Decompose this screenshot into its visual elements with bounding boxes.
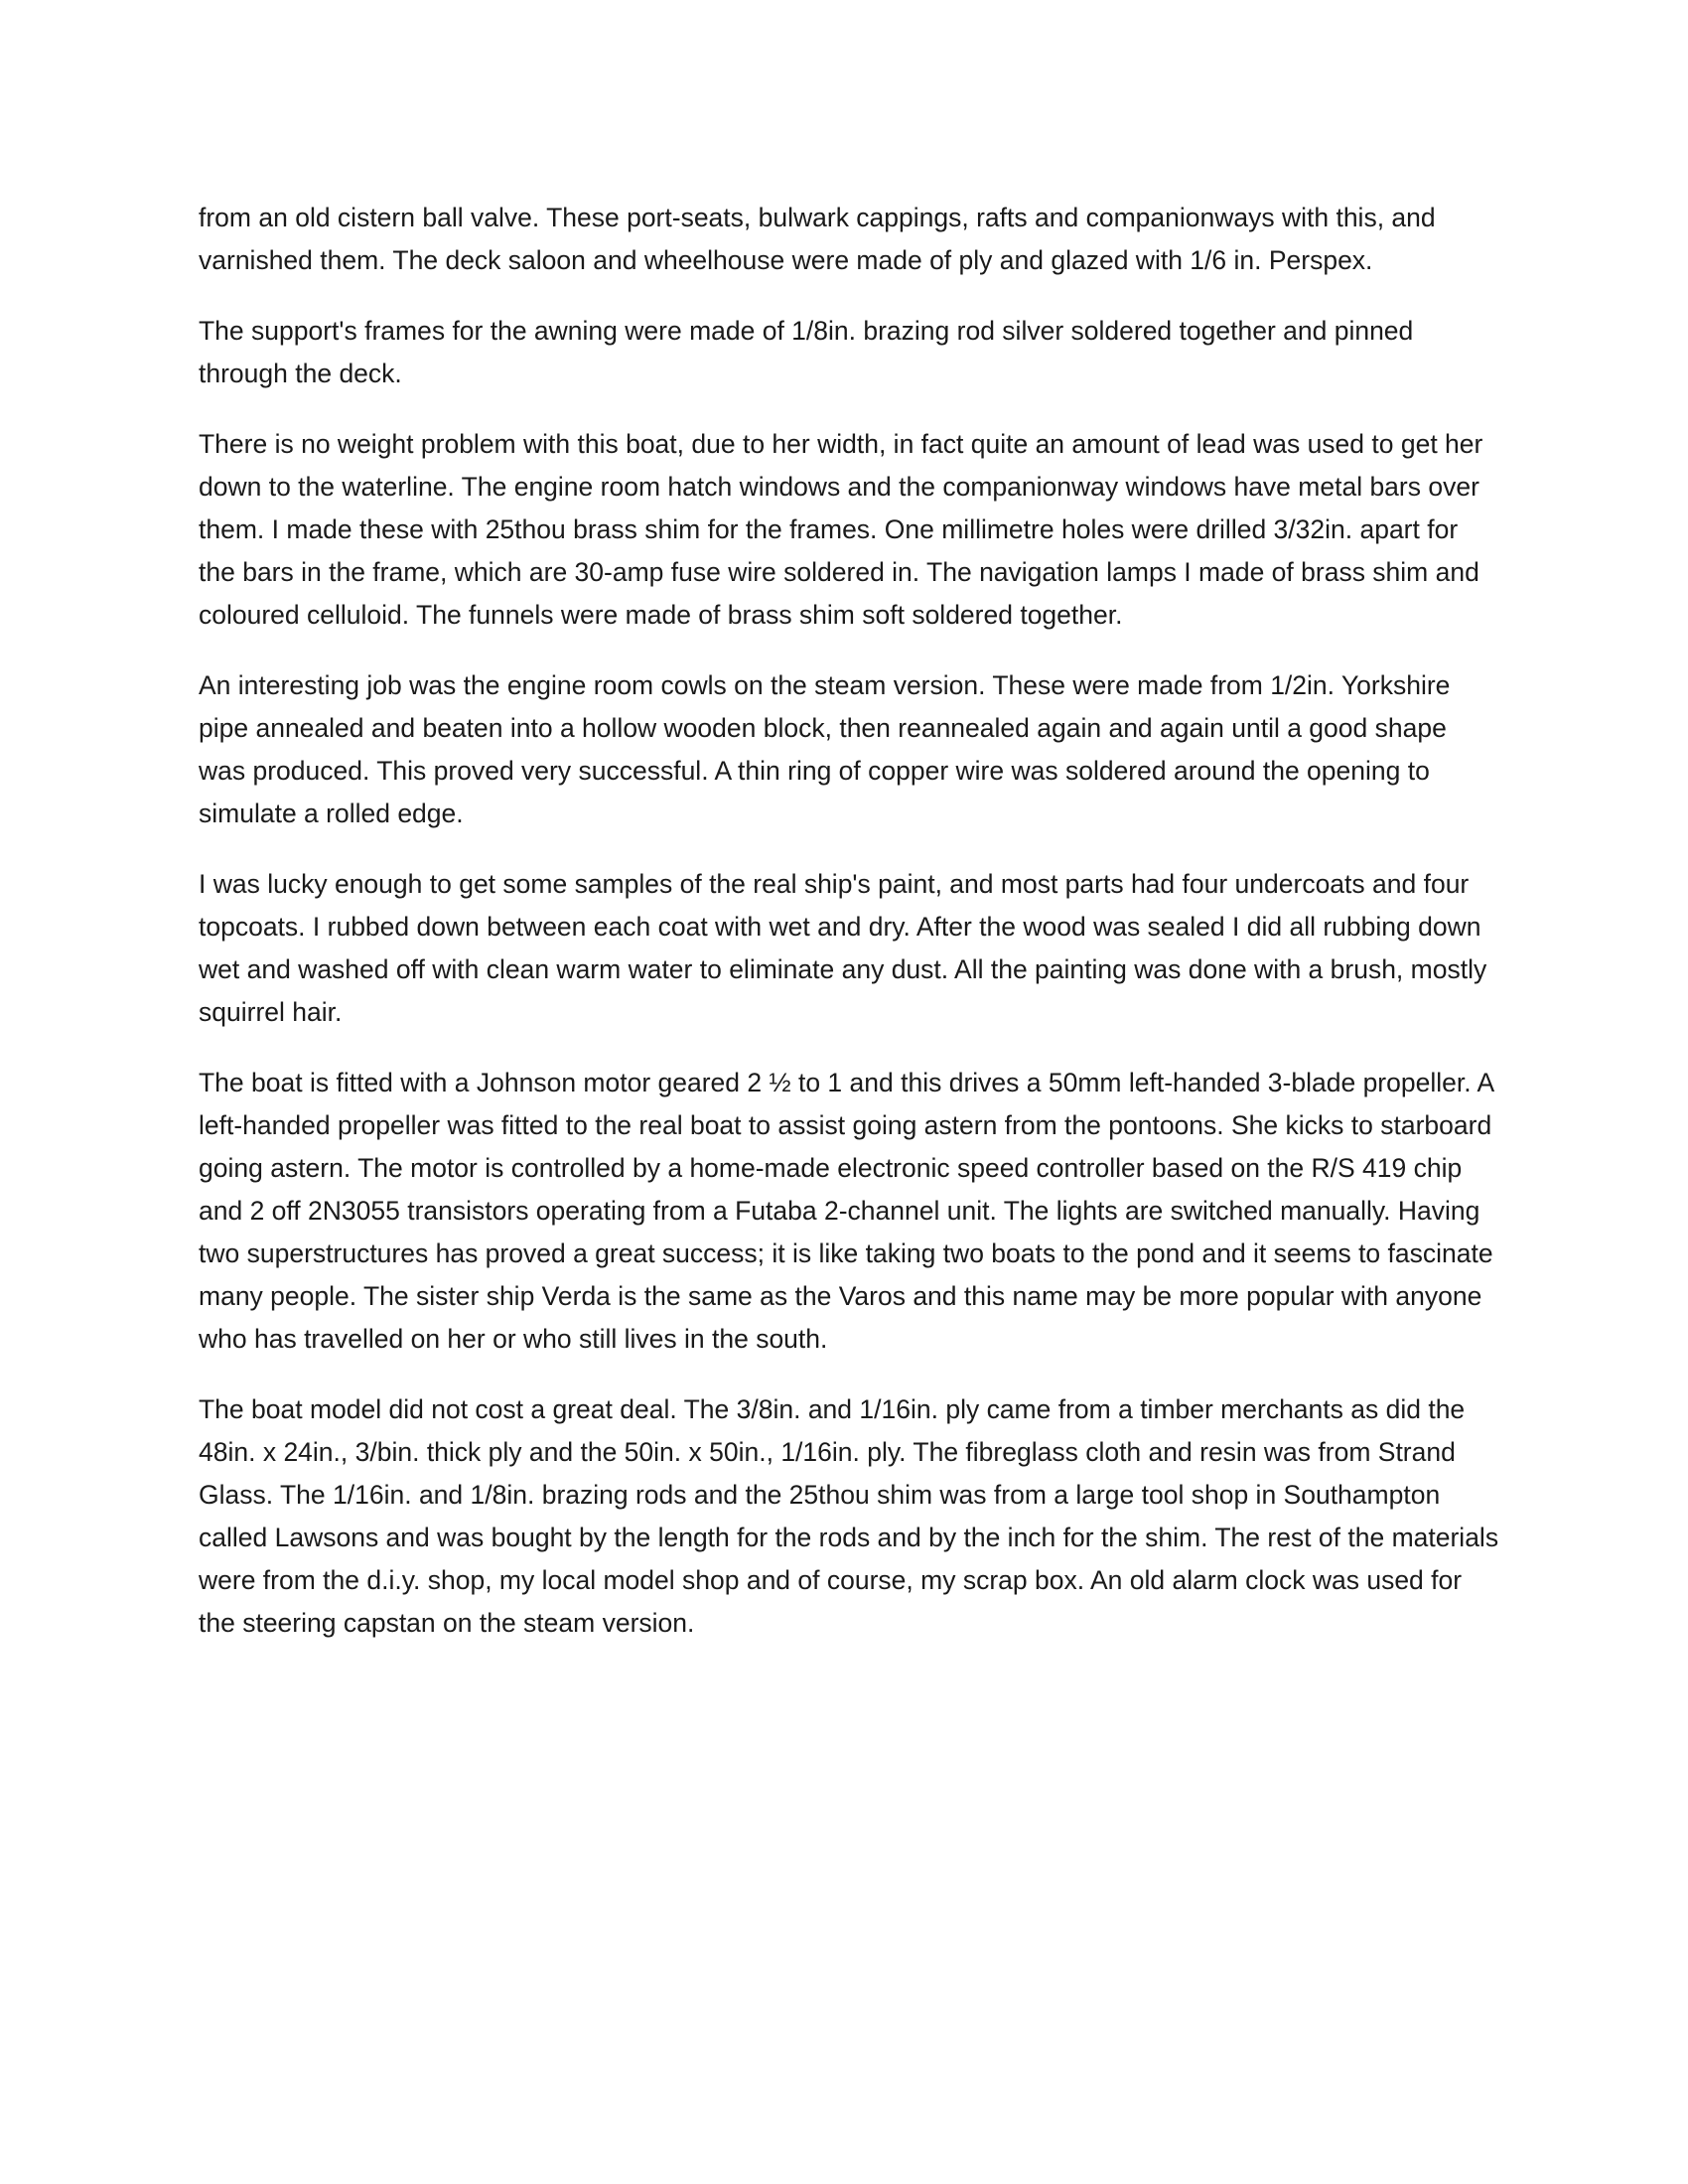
- paragraph-weight-and-windows: There is no weight problem with this boat, due to her width, in fact quite an amount of lead was used to get her down to the waterline. The engine room hatch windows and the companionway windows have metal bars over them. I made these with 25thou brass shim for the frames. One millimetre holes were drilled 3/32in. apart for the bars in the frame, which are 30-amp fuse wire soldered in. The navigation lamps I made of brass shim and coloured celluloid. The funnels were made of brass shim soft soldered together.: [199, 429, 1483, 630]
- paragraph-motor-and-propeller: The boat is fitted with a Johnson motor geared 2 ½ to 1 and this drives a 50mm left-handed 3-blade propeller. A left-handed propeller was fitted to the real boat to assist going astern from the pontoons. She kicks to starboard going astern. The motor is controlled by a home-made electronic speed controller based on the R/S 419 chip and 2 off 2N3055 transistors operating from a Futaba 2-channel unit. The lights are switched manually. Having two superstructures has proved a great success; it is like taking two boats to the pond and it seems to fascinate many people. The sister ship Verda is the same as the Varos and this name may be more popular with anyone who has travelled on her or who still lives in the south.: [199, 1068, 1493, 1354]
- paragraph-cistern-valve: from an old cistern ball valve. These port-seats, bulwark cappings, rafts and companionways with this, and varnished them. The deck saloon and wheelhouse were made of ply and glazed with 1/6 in. Perspex.: [199, 203, 1436, 275]
- paragraph-engine-room-cowls: An interesting job was the engine room cowls on the steam version. These were made from 1/2in. Yorkshire pipe annealed and beaten into a hollow wooden block, then reannealed again and again until a good shape was produced. This proved very successful. A thin ring of copper wire was soldered around the opening to simulate a rolled edge.: [199, 670, 1451, 828]
- paragraph-materials-cost: The boat model did not cost a great deal. The 3/8in. and 1/16in. ply came from a timber merchants as did the 48in. x 24in., 3/bin. thick ply and the 50in. x 50in., 1/16in. ply. The fibreglass cloth and resin was from Strand Glass. The 1/16in. and 1/8in. brazing rods and the 25thou shim was from a large tool shop in Southampton called Lawsons and was bought by the length for the rods and by the inch for the shim. The rest of the materials were from the d.i.y. shop, my local model shop and of course, my scrap box. An old alarm clock was used for the steering capstan on the steam version.: [199, 1394, 1499, 1638]
- document-body: [199, 197, 1499, 1673]
- paragraph-awning-frames: The support's frames for the awning were made of 1/8in. brazing rod silver soldered together and pinned through the deck.: [199, 316, 1414, 388]
- paragraph-painting: I was lucky enough to get some samples of the real ship's paint, and most parts had four undercoats and four topcoats. I rubbed down between each coat with wet and dry. After the wood was sealed I did all rubbing down wet and washed off with clean warm water to eliminate any dust. All the painting was done with a brush, mostly squirrel hair.: [199, 869, 1487, 1027]
